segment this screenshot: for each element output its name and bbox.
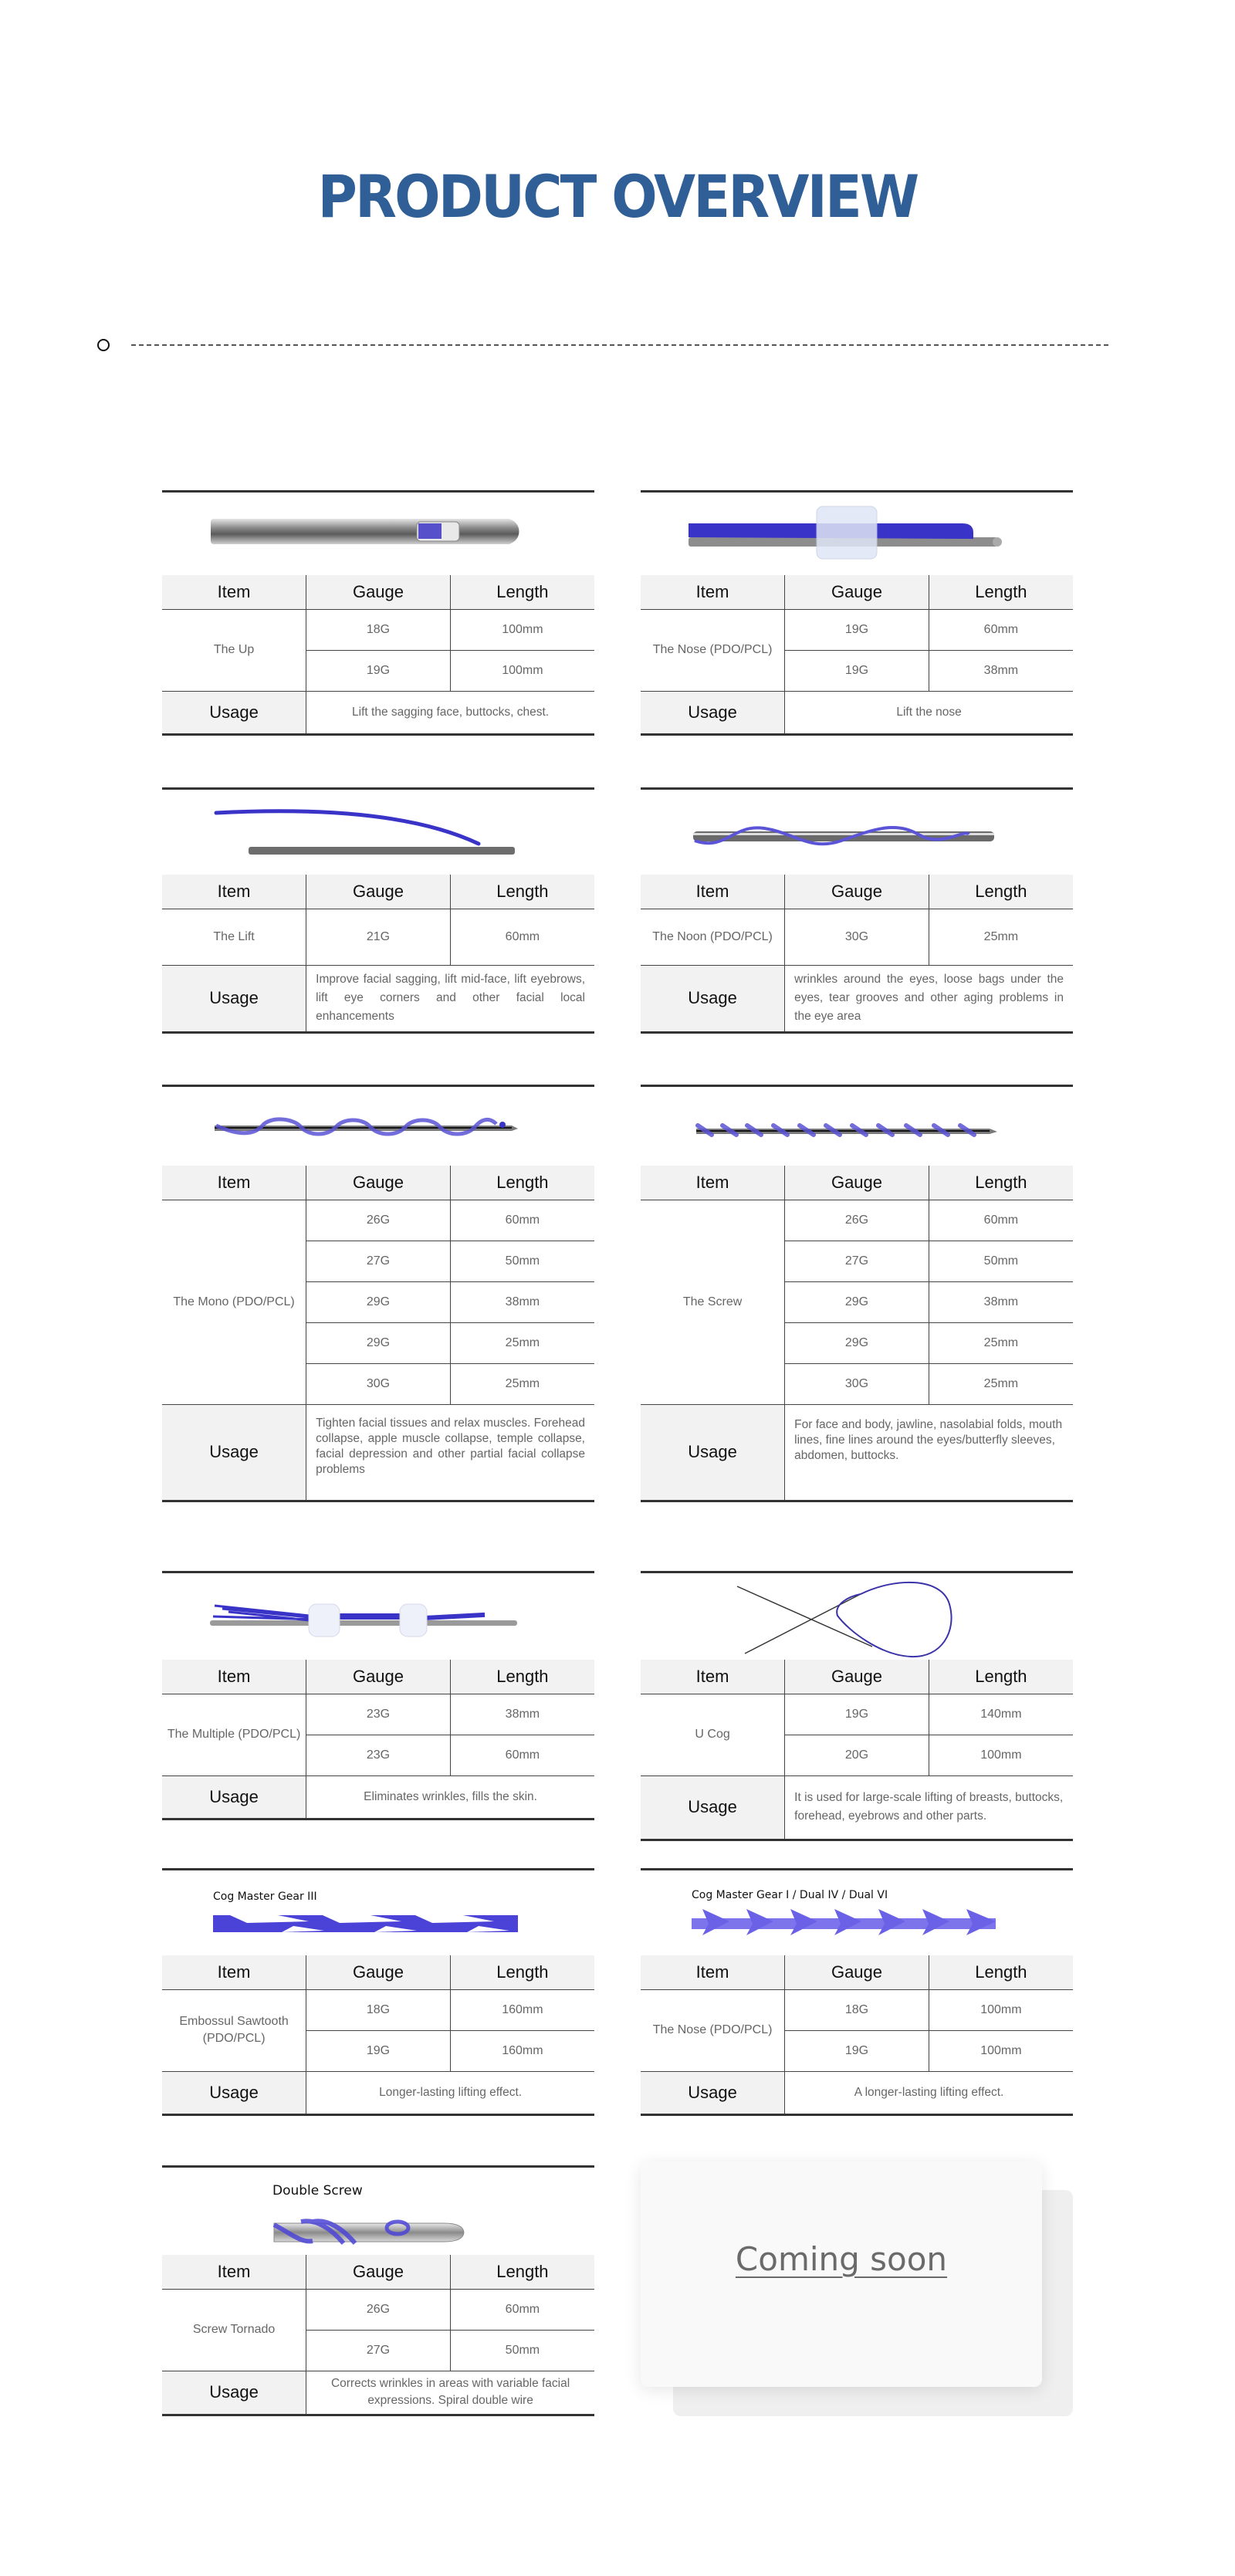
- gauge-cell: 19G: [785, 609, 929, 650]
- product-image: [162, 1087, 594, 1166]
- cannula-multi-thread-icon: [162, 1573, 594, 1660]
- needle-tight-spiral-icon: [641, 1087, 1073, 1166]
- header-gauge: Gauge: [785, 1955, 929, 1989]
- sawtooth-thread-icon: [162, 1870, 594, 1955]
- header-item: Item: [162, 2255, 306, 2289]
- product-card-the-nose: [641, 490, 1073, 736]
- usage-text: Longer-lasting lifting effect.: [306, 2071, 594, 2114]
- length-cell: 100mm: [929, 1735, 1073, 1775]
- header-length: Length: [450, 2255, 594, 2289]
- length-cell: 50mm: [929, 1241, 1073, 1281]
- usage-label: Usage: [641, 2071, 785, 2114]
- header-gauge: Gauge: [306, 2255, 451, 2289]
- gauge-cell: 19G: [785, 650, 929, 691]
- header-length: Length: [929, 1660, 1073, 1694]
- needle-spiral-mono-icon: [162, 1087, 594, 1166]
- image-caption: Cog Master Gear I / Dual IV / Dual VI: [692, 1889, 888, 1901]
- usage-row: [641, 2071, 1073, 2114]
- usage-label: Usage: [641, 1404, 785, 1501]
- usage-label: Usage: [641, 1775, 785, 1840]
- gauge-cell: 18G: [306, 1989, 451, 2030]
- length-cell: 38mm: [450, 1694, 594, 1735]
- usage-row: [641, 691, 1073, 734]
- product-image: [641, 1870, 1073, 1955]
- spec-table: [162, 1660, 594, 1820]
- usage-row: [162, 1404, 594, 1501]
- spec-table: [162, 1955, 594, 2116]
- item-name: The Screw: [641, 1200, 785, 1404]
- image-caption: Double Screw: [272, 2183, 363, 2199]
- product-card-the-lift: [162, 787, 594, 1034]
- header-item: Item: [162, 1955, 306, 1989]
- product-image: [162, 790, 594, 875]
- cannula-loose-spiral-icon: [641, 790, 1073, 875]
- usage-text: For face and body, jawline, nasolabial folds, mouth lines, fine lines around the eyes/butterfly sleeves, abdomen, buttocks.: [785, 1404, 1073, 1501]
- length-cell: 100mm: [450, 650, 594, 691]
- usage-label: Usage: [162, 1404, 306, 1501]
- spec-table: [162, 575, 594, 736]
- product-image: [162, 2168, 594, 2255]
- product-image: [162, 1573, 594, 1660]
- length-cell: 60mm: [450, 909, 594, 965]
- spec-table: [641, 1955, 1073, 2116]
- length-cell: 38mm: [450, 1281, 594, 1322]
- usage-row: [162, 691, 594, 734]
- length-cell: 60mm: [450, 1200, 594, 1241]
- item-name: The Noon (PDO/PCL): [641, 909, 785, 965]
- usage-label: Usage: [162, 691, 306, 734]
- header-gauge: Gauge: [306, 1660, 451, 1694]
- header-item: Item: [162, 1166, 306, 1200]
- usage-row: [162, 2071, 594, 2114]
- length-cell: 38mm: [929, 650, 1073, 691]
- usage-label: Usage: [641, 691, 785, 734]
- arrow-cog-thread-icon: [641, 1870, 1073, 1955]
- spec-table: [162, 2255, 594, 2416]
- length-cell: 50mm: [450, 1241, 594, 1281]
- gauge-cell: 19G: [306, 650, 451, 691]
- usage-row: [641, 965, 1073, 1032]
- length-cell: 160mm: [450, 2030, 594, 2071]
- u-cog-loop-icon: [641, 1573, 1073, 1660]
- usage-text: Corrects wrinkles in areas with variable facial expressions. Spiral double wire: [306, 2371, 594, 2415]
- usage-label: Usage: [162, 965, 306, 1032]
- item-name: Screw Tornado: [162, 2289, 306, 2371]
- item-name: The Lift: [162, 909, 306, 965]
- length-cell: 100mm: [929, 1989, 1073, 2030]
- header-item: Item: [641, 575, 785, 609]
- header-item: Item: [641, 875, 785, 909]
- usage-text: Lift the nose: [785, 691, 1073, 734]
- product-card-screw-tornado: [162, 2165, 594, 2416]
- cannula-blunt-tip-icon: [162, 493, 594, 575]
- cannula-curved-thread-icon: [162, 790, 594, 875]
- header-length: Length: [450, 875, 594, 909]
- table-row: [641, 1989, 1073, 2030]
- header-item: Item: [162, 1660, 306, 1694]
- gauge-cell: 29G: [785, 1322, 929, 1363]
- product-card-the-multiple: [162, 1571, 594, 1820]
- spec-table: [162, 875, 594, 1034]
- usage-label: Usage: [641, 965, 785, 1032]
- header-item: Item: [162, 875, 306, 909]
- product-image: [641, 493, 1073, 575]
- table-row: [641, 1694, 1073, 1735]
- product-card-the-noon: [641, 787, 1073, 1034]
- usage-label: Usage: [162, 2371, 306, 2415]
- table-row: [641, 1200, 1073, 1241]
- gauge-cell: 20G: [785, 1735, 929, 1775]
- length-cell: 25mm: [929, 909, 1073, 965]
- spec-table: [641, 1660, 1073, 1841]
- dashed-line: [131, 344, 1108, 346]
- image-caption: Cog Master Gear III: [213, 1891, 317, 1903]
- gauge-cell: 21G: [306, 909, 451, 965]
- cannula-with-sleeve-icon: [641, 493, 1073, 575]
- usage-text: Lift the sagging face, buttocks, chest.: [306, 691, 594, 734]
- table-row: [162, 1694, 594, 1735]
- length-cell: 25mm: [450, 1363, 594, 1404]
- item-name: The Nose (PDO/PCL): [641, 609, 785, 691]
- gauge-cell: 29G: [785, 1281, 929, 1322]
- table-row: [162, 2289, 594, 2330]
- length-cell: 60mm: [450, 2289, 594, 2330]
- product-image: [162, 493, 594, 575]
- item-name: The Nose (PDO/PCL): [641, 1989, 785, 2071]
- product-image: [162, 1870, 594, 1955]
- coming-soon-panel[interactable]: [641, 2161, 1042, 2387]
- length-cell: 100mm: [929, 2030, 1073, 2071]
- header-item: Item: [162, 575, 306, 609]
- table-row: [162, 909, 594, 965]
- usage-row: [162, 2371, 594, 2415]
- header-item: Item: [641, 1660, 785, 1694]
- table-row: [641, 609, 1073, 650]
- page-title: PRODUCT OVERVIEW: [317, 162, 918, 231]
- gauge-cell: 19G: [785, 2030, 929, 2071]
- length-cell: 60mm: [929, 609, 1073, 650]
- circle-bullet-icon: [97, 339, 110, 351]
- gauge-cell: 26G: [306, 2289, 451, 2330]
- length-cell: 140mm: [929, 1694, 1073, 1735]
- gauge-cell: 23G: [306, 1694, 451, 1735]
- header-gauge: Gauge: [306, 875, 451, 909]
- length-cell: 60mm: [929, 1200, 1073, 1241]
- gauge-cell: 27G: [785, 1241, 929, 1281]
- header-length: Length: [450, 1660, 594, 1694]
- gauge-cell: 19G: [306, 2030, 451, 2071]
- item-name: U Cog: [641, 1694, 785, 1775]
- gauge-cell: 26G: [306, 1200, 451, 1241]
- product-image: [641, 790, 1073, 875]
- table-row: [162, 609, 594, 650]
- gauge-cell: 27G: [306, 2330, 451, 2371]
- item-name: The Up: [162, 609, 306, 691]
- header-gauge: Gauge: [785, 1660, 929, 1694]
- header-gauge: Gauge: [785, 875, 929, 909]
- gauge-cell: 23G: [306, 1735, 451, 1775]
- table-row: [162, 1200, 594, 1241]
- usage-text: It is used for large-scale lifting of breasts, buttocks, forehead, eyebrows and other parts.: [785, 1775, 1073, 1840]
- product-card-embossul-sawtooth: [162, 1868, 594, 2116]
- usage-text: wrinkles around the eyes, loose bags under the eyes, tear grooves and other aging problems in the eye area: [785, 965, 1073, 1032]
- item-name: The Mono (PDO/PCL): [162, 1200, 306, 1404]
- product-card-the-screw: [641, 1085, 1073, 1502]
- usage-label: Usage: [162, 1775, 306, 1819]
- gauge-cell: 30G: [785, 909, 929, 965]
- header-length: Length: [450, 1166, 594, 1200]
- length-cell: 25mm: [450, 1322, 594, 1363]
- usage-label: Usage: [162, 2071, 306, 2114]
- spec-table: [641, 575, 1073, 736]
- usage-row: [641, 1775, 1073, 1840]
- product-card-the-nose-cog: [641, 1868, 1073, 2116]
- double-screw-needle-icon: [162, 2168, 594, 2255]
- item-name: Embossul Sawtooth (PDO/PCL): [162, 1989, 306, 2071]
- item-name: The Multiple (PDO/PCL): [162, 1694, 306, 1775]
- gauge-cell: 27G: [306, 1241, 451, 1281]
- header-gauge: Gauge: [785, 1166, 929, 1200]
- header-gauge: Gauge: [306, 1166, 451, 1200]
- table-row: [162, 1989, 594, 2030]
- usage-row: [641, 1404, 1073, 1501]
- gauge-cell: 18G: [785, 1989, 929, 2030]
- length-cell: 50mm: [450, 2330, 594, 2371]
- usage-text: A longer-lasting lifting effect.: [785, 2071, 1073, 2114]
- length-cell: 25mm: [929, 1322, 1073, 1363]
- length-cell: 25mm: [929, 1363, 1073, 1404]
- product-image: [641, 1087, 1073, 1166]
- header-length: Length: [929, 875, 1073, 909]
- header-item: Item: [641, 1955, 785, 1989]
- header-item: Item: [641, 1166, 785, 1200]
- usage-text: Eliminates wrinkles, fills the skin.: [306, 1775, 594, 1819]
- header-gauge: Gauge: [306, 575, 451, 609]
- length-cell: 100mm: [450, 609, 594, 650]
- spec-table: [641, 875, 1073, 1034]
- gauge-cell: 18G: [306, 609, 451, 650]
- gauge-cell: 30G: [785, 1363, 929, 1404]
- spec-table: [162, 1166, 594, 1502]
- gauge-cell: 30G: [306, 1363, 451, 1404]
- length-cell: 160mm: [450, 1989, 594, 2030]
- gauge-cell: 26G: [785, 1200, 929, 1241]
- header-gauge: Gauge: [785, 575, 929, 609]
- gauge-cell: 29G: [306, 1281, 451, 1322]
- usage-row: [162, 1775, 594, 1819]
- header-length: Length: [450, 1955, 594, 1989]
- header-gauge: Gauge: [306, 1955, 451, 1989]
- header-length: Length: [929, 1166, 1073, 1200]
- header-length: Length: [450, 575, 594, 609]
- header-length: Length: [929, 575, 1073, 609]
- section-divider: [97, 337, 1108, 353]
- coming-soon-link[interactable]: Coming soon: [735, 2239, 948, 2278]
- header-length: Length: [929, 1955, 1073, 1989]
- length-cell: 38mm: [929, 1281, 1073, 1322]
- usage-text: Tighten facial tissues and relax muscles. Forehead collapse, apple muscle collapse, temple collapse, facial depression and other partial facial collapse problems: [306, 1404, 594, 1501]
- gauge-cell: 19G: [785, 1694, 929, 1735]
- product-image: [641, 1573, 1073, 1660]
- usage-row: [162, 965, 594, 1032]
- spec-table: [641, 1166, 1073, 1502]
- product-card-u-cog: [641, 1571, 1073, 1841]
- usage-text: Improve facial sagging, lift mid-face, lift eyebrows, lift eye corners and other facial local enhancements: [306, 965, 594, 1032]
- length-cell: 60mm: [450, 1735, 594, 1775]
- product-card-the-mono: [162, 1085, 594, 1502]
- gauge-cell: 29G: [306, 1322, 451, 1363]
- table-row: [641, 909, 1073, 965]
- coming-soon-card: [641, 2161, 1073, 2424]
- product-card-the-up: [162, 490, 594, 736]
